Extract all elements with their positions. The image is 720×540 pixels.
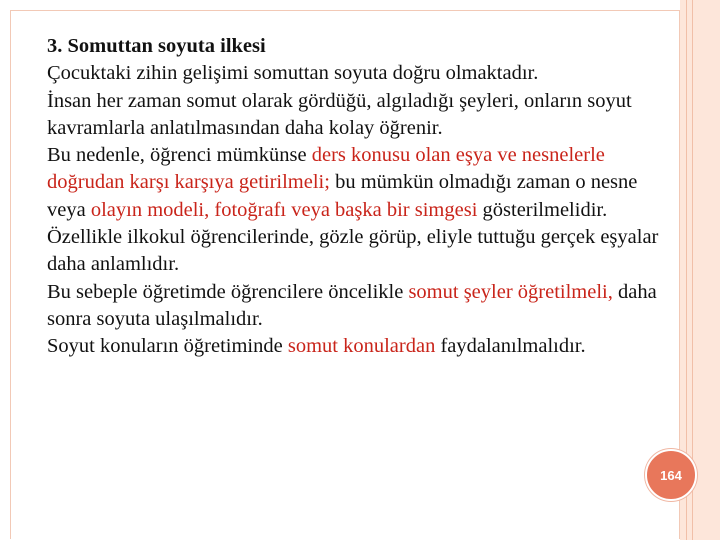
highlighted-text: somut şeyler öğretilmeli,	[408, 280, 613, 303]
body-text: bu mümkün olmadığı zaman o nesne veya	[47, 171, 638, 221]
slide-heading: 3. Somuttan soyuta ilkesi	[47, 35, 266, 57]
highlighted-text: olayın modeli, fotoğrafı veya başka bir simgesi	[90, 198, 478, 221]
body-text: Çocuktaki zihin gelişimi somuttan soyuta doğru olmaktadır.	[47, 62, 539, 85]
paragraph	[47, 333, 667, 360]
highlighted-text: somut konulardan	[287, 335, 436, 358]
body-text: Soyut konuların öğretiminde	[47, 335, 288, 358]
body-text: gösterilmelidir.	[477, 198, 608, 221]
paragraph	[47, 142, 667, 224]
body-text: Özellikle ilkokul öğrencilerinde, gözle görüp, eliyle tuttuğu gerçek eşyalar daha anlamlıdır.	[47, 226, 659, 276]
body-text: daha sonra soyuta ulaşılmalıdır.	[47, 280, 657, 330]
body-text: İnsan her zaman somut olarak gördüğü, algıladığı şeyleri, onların soyut kavramlarla anlatılmasından daha kolay öğrenir.	[47, 89, 632, 139]
paragraph	[47, 60, 667, 87]
body-text: faydalanılmalıdır.	[435, 335, 586, 358]
paragraph-list	[47, 60, 667, 360]
body-text: Bu sebeple öğretimde öğrencilere öncelikle	[47, 280, 409, 303]
slide-body	[47, 33, 667, 361]
paragraph	[47, 279, 667, 334]
paragraph	[47, 88, 667, 143]
body-text: Bu nedenle, öğrenci mümkünse	[47, 144, 312, 167]
highlighted-text: ders konusu olan eşya ve nesnelerle doğrudan karşı karşıya getirilmeli;	[47, 144, 605, 194]
page-number-badge: 164	[645, 449, 697, 501]
paragraph	[47, 224, 667, 279]
